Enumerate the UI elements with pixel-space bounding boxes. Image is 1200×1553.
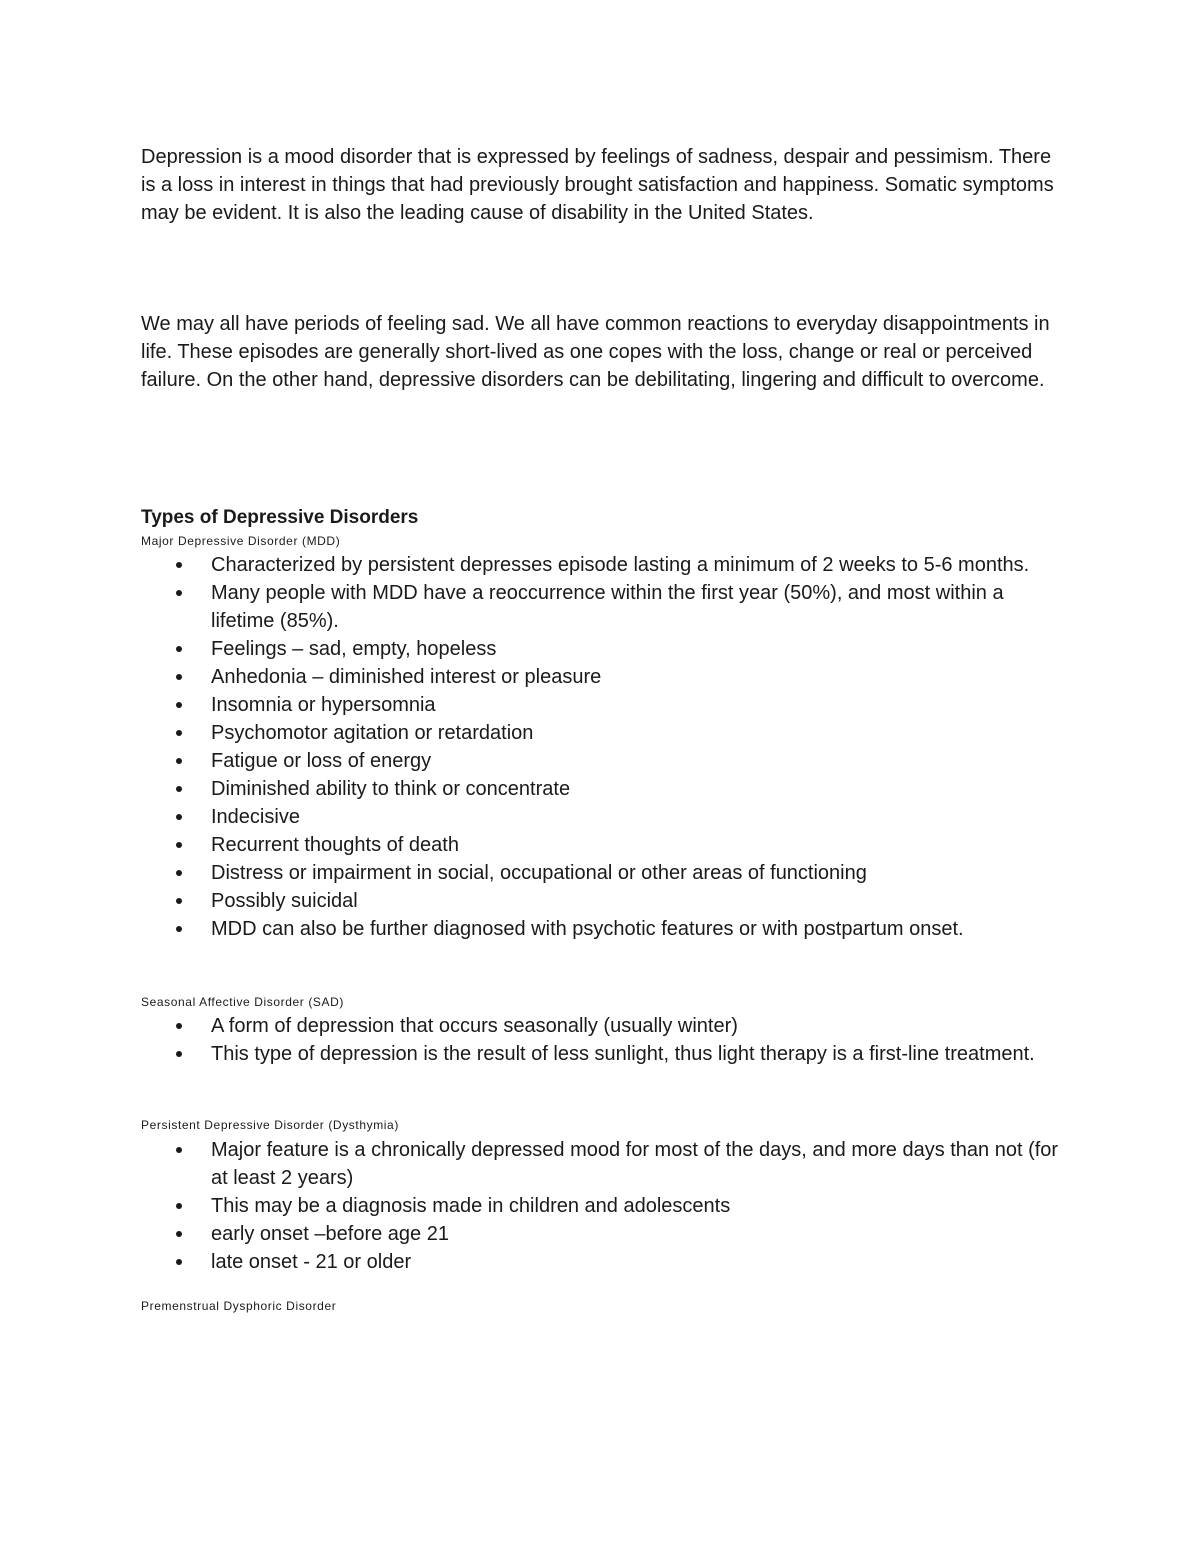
list-item-text: Recurrent thoughts of death [211, 834, 459, 856]
pdd-list [141, 1136, 1071, 1276]
list-item-text: Characterized by persistent depresses episode lasting a minimum of 2 weeks to 5-6 months. [211, 554, 1030, 576]
bullet-icon [176, 674, 182, 680]
bullet-icon [176, 898, 182, 904]
list-item-text: Fatigue or loss of energy [211, 750, 432, 772]
mdd-subheading: Major Depressive Disorder (MDD) [141, 534, 341, 548]
sad-list [141, 1012, 1071, 1068]
list-item-text: late onset - 21 or older [211, 1251, 412, 1273]
list-item-text: Psychomotor agitation or retardation [211, 722, 534, 744]
list-item-text: Many people with MDD have a reoccurrence within the first year (50%), and most within a lifetime (85%). [211, 582, 1004, 632]
list-item [141, 887, 1071, 915]
list-item [141, 691, 1071, 719]
list-item [141, 1136, 1071, 1192]
list-item [141, 1192, 1071, 1220]
intro-paragraph-2: We may all have periods of feeling sad. We all have common reactions to everyday disappointments in life. These episodes are generally short-lived as one copes with the loss, change or real or perceived failure. On the other hand, depressive disorders can be debilitating, lingering and difficult to overcome. [141, 313, 1050, 391]
bullet-icon [176, 1051, 182, 1057]
bullet-icon [176, 730, 182, 736]
bullet-icon [176, 814, 182, 820]
bullet-icon [176, 702, 182, 708]
list-item-text: early onset –before age 21 [211, 1223, 449, 1245]
list-item-text: Insomnia or hypersomnia [211, 694, 436, 716]
bullet-icon [176, 562, 182, 568]
list-item-text: Diminished ability to think or concentrate [211, 778, 571, 800]
bullet-icon [176, 590, 182, 596]
bullet-icon [176, 646, 182, 652]
list-item [141, 1220, 1071, 1248]
section-heading: Types of Depressive Disorders [141, 507, 419, 528]
pdd-subheading: Persistent Depressive Disorder (Dysthymia) [141, 1118, 399, 1132]
list-item [141, 635, 1071, 663]
bullet-icon [176, 870, 182, 876]
list-item [141, 803, 1071, 831]
list-item-text: Major feature is a chronically depressed mood for most of the days, and more days than not (for at least 2 years) [211, 1139, 1059, 1189]
list-item-text: Possibly suicidal [211, 890, 358, 912]
list-item [141, 1040, 1071, 1068]
list-item [141, 719, 1071, 747]
bullet-icon [176, 842, 182, 848]
list-item [141, 1248, 1071, 1276]
list-item [141, 1012, 1071, 1040]
bullet-icon [176, 926, 182, 932]
list-item [141, 663, 1071, 691]
list-item [141, 551, 1071, 579]
sad-subheading: Seasonal Affective Disorder (SAD) [141, 995, 344, 1009]
list-item-text: MDD can also be further diagnosed with psychotic features or with postpartum onset. [211, 918, 964, 940]
bullet-icon [176, 1203, 182, 1209]
pmdd-subheading: Premenstrual Dysphoric Disorder [141, 1299, 337, 1313]
list-item [141, 579, 1071, 635]
list-item [141, 859, 1071, 887]
list-item [141, 915, 1071, 943]
list-item-text: A form of depression that occurs seasonally (usually winter) [211, 1015, 738, 1037]
bullet-icon [176, 758, 182, 764]
list-item [141, 831, 1071, 859]
list-item [141, 747, 1071, 775]
bullet-icon [176, 1259, 182, 1265]
bullet-icon [176, 1231, 182, 1237]
list-item-text: This type of depression is the result of less sunlight, thus light therapy is a first-line treatment. [211, 1043, 1035, 1065]
bullet-icon [176, 786, 182, 792]
list-item-text: This may be a diagnosis made in children and adolescents [211, 1195, 731, 1217]
mdd-list [141, 551, 1071, 943]
list-item-text: Anhedonia – diminished interest or pleasure [211, 666, 602, 688]
bullet-icon [176, 1023, 182, 1029]
intro-paragraph-1: Depression is a mood disorder that is expressed by feelings of sadness, despair and pessimism. There is a loss in interest in things that had previously brought satisfaction and happiness. Somatic symptoms may be evident. It is also the leading cause of disability in the United States. [141, 146, 1054, 224]
list-item-text: Distress or impairment in social, occupational or other areas of functioning [211, 862, 867, 884]
bullet-icon [176, 1147, 182, 1153]
list-item [141, 775, 1071, 803]
list-item-text: Feelings – sad, empty, hopeless [211, 638, 497, 660]
list-item-text: Indecisive [211, 806, 300, 828]
